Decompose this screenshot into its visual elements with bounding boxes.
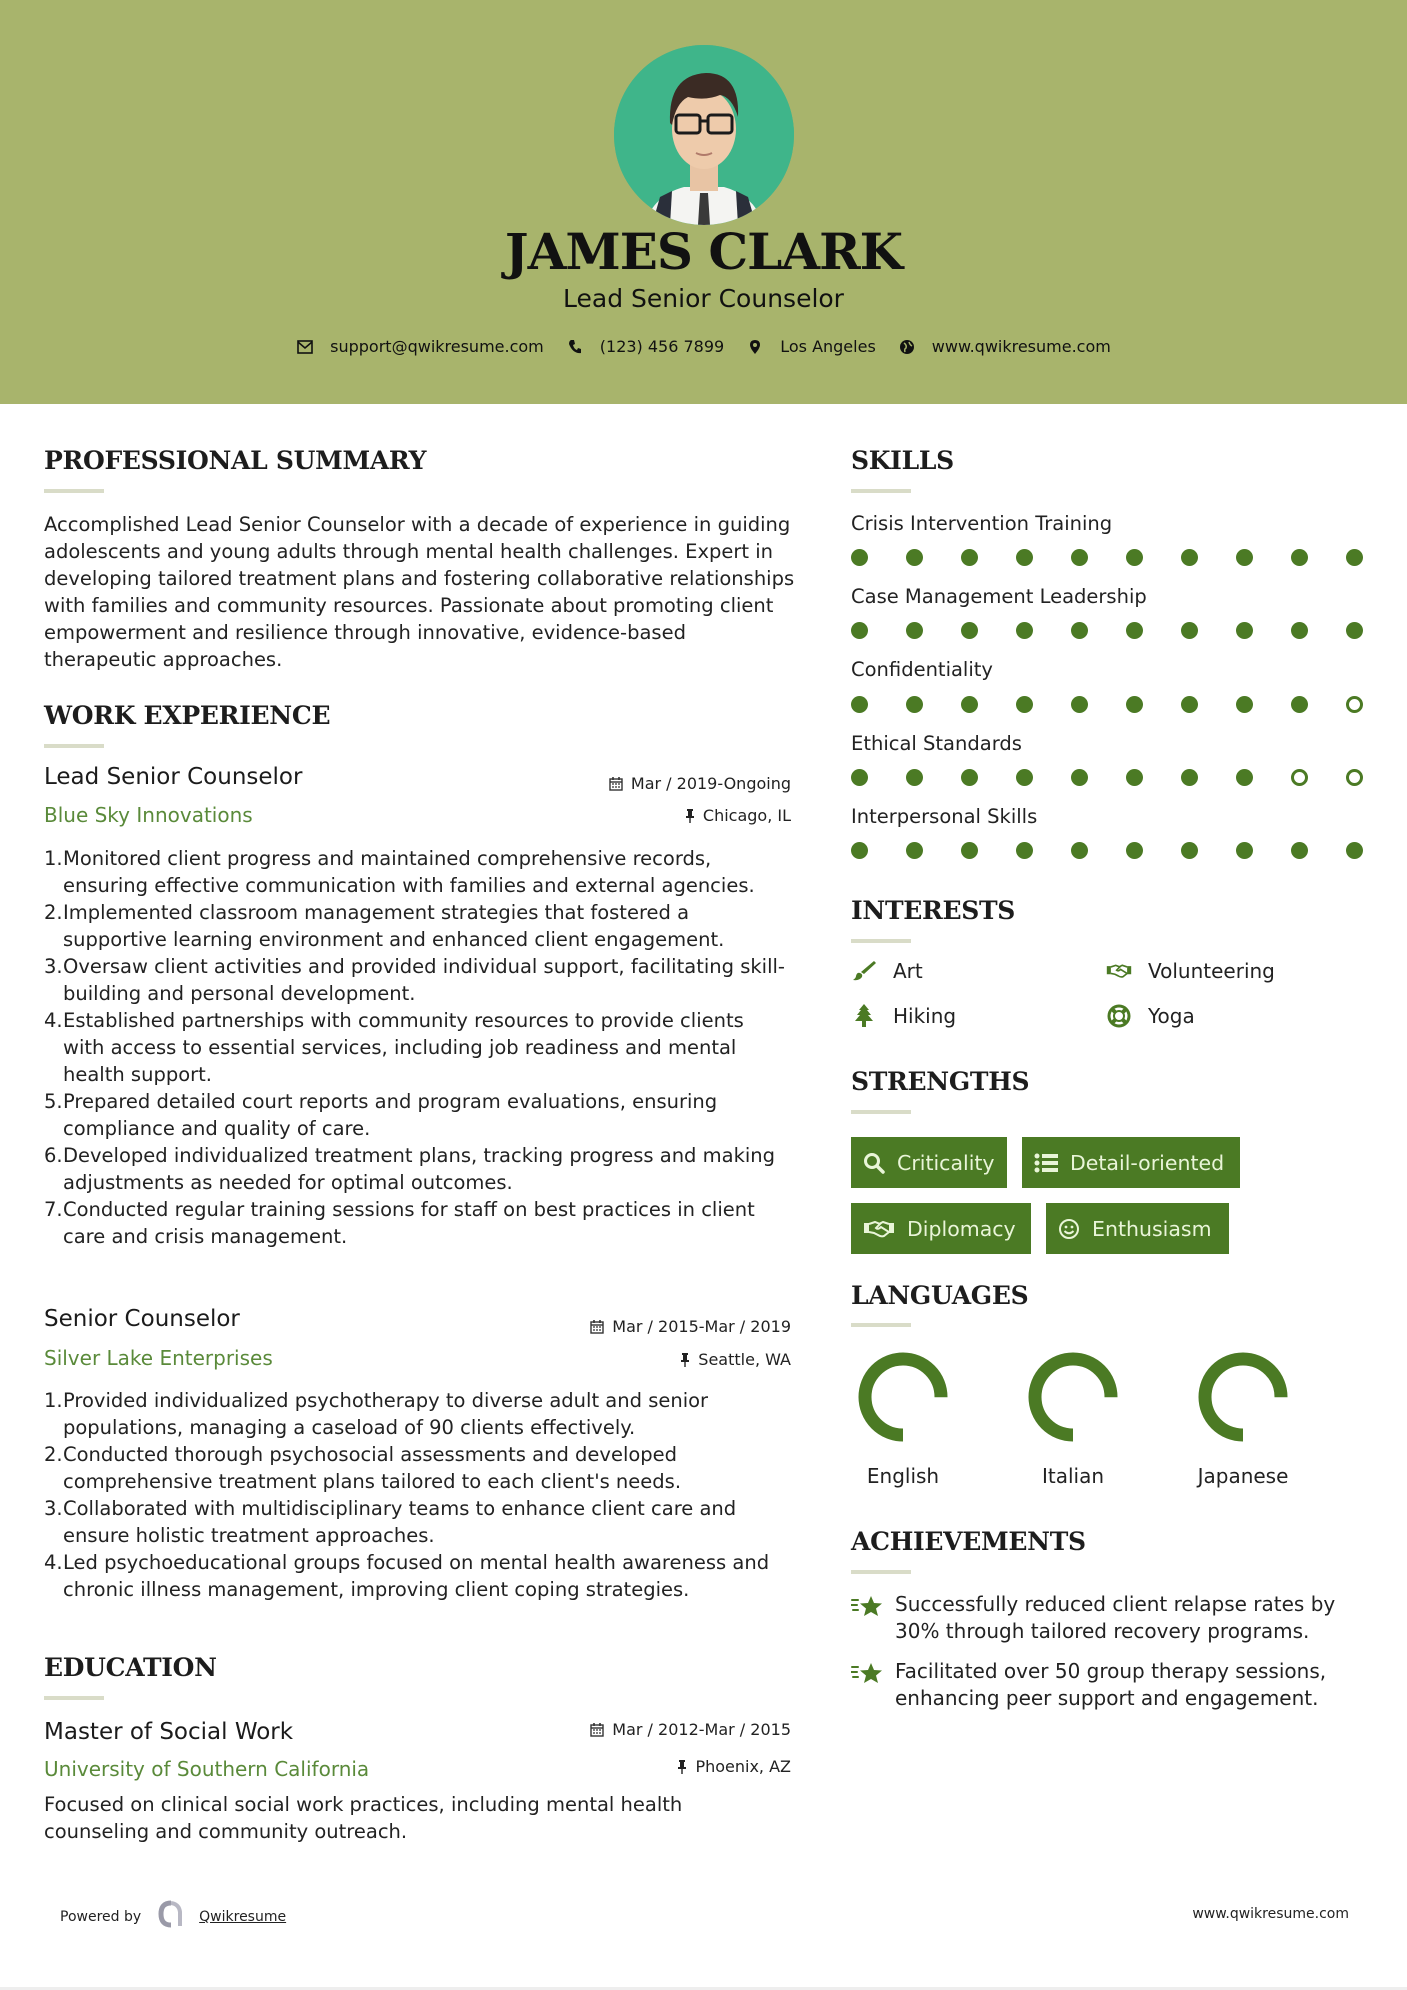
education-description: Focused on clinical social work practices, including mental health counseling and community outreach. <box>44 1793 683 1843</box>
calendar-icon <box>590 1722 604 1737</box>
filled-dot-icon <box>1071 549 1088 566</box>
filled-dot-icon <box>1071 696 1088 713</box>
location-text: Los Angeles <box>780 337 876 356</box>
skill-rating <box>851 769 1401 786</box>
filled-dot-icon <box>1236 549 1253 566</box>
qwikresume-logo-icon <box>157 1900 185 1934</box>
powered-by <box>60 1900 286 1934</box>
filled-dot-icon <box>1126 769 1143 786</box>
achievement-text: Facilitated over 50 group therapy sessions, enhancing peer support and engagement. <box>895 1659 1327 1710</box>
job-location <box>685 806 791 825</box>
filled-dot-icon <box>1071 622 1088 639</box>
envelope-icon <box>296 338 314 356</box>
globe-icon <box>898 338 916 356</box>
strength-badge <box>851 1203 1031 1254</box>
achievements-divider <box>851 1570 911 1574</box>
filled-dot-icon <box>1346 622 1363 639</box>
filled-dot-icon <box>1291 622 1308 639</box>
skills-divider <box>851 489 911 493</box>
pushpin-icon <box>680 1353 690 1367</box>
job-title: Lead Senior Counselor <box>44 764 303 790</box>
filled-dot-icon <box>1236 842 1253 859</box>
language-item <box>843 1352 963 1488</box>
experience-heading: WORK EXPERIENCE <box>44 701 331 730</box>
list-item: 7. Conducted regular training sessions for staff on best practices in client care and crisis management. <box>44 1198 755 1248</box>
language-progress-ring <box>1028 1352 1118 1442</box>
life-ring-icon <box>1106 1004 1132 1028</box>
language-item <box>1183 1352 1303 1488</box>
list-item: 4. Led psychoeducational groups focused on mental health awareness and chronic illness management, improving client coping strategies. <box>44 1551 770 1601</box>
shooting-star-icon <box>851 1658 895 1712</box>
education-heading: EDUCATION <box>44 1653 217 1682</box>
filled-dot-icon <box>1181 549 1198 566</box>
language-name: Japanese <box>1197 1464 1289 1488</box>
filled-dot-icon <box>1126 696 1143 713</box>
summary-divider <box>44 489 104 493</box>
company-name: Blue Sky Innovations <box>44 803 253 827</box>
list-item: 6. Developed individualized treatment plans, tracking progress and making adjustments as needed for optimal outcomes. <box>44 1144 776 1194</box>
achievement-item <box>851 1658 1371 1712</box>
candidate-name: JAMES CLARK <box>504 222 903 281</box>
list-item: 3. Oversaw client activities and provided individual support, facilitating skill-building and personal development. <box>44 955 785 1005</box>
filled-dot-icon <box>851 842 868 859</box>
education-divider <box>44 1696 104 1700</box>
strength-label: Diplomacy <box>907 1216 1016 1241</box>
filled-dot-icon <box>1236 696 1253 713</box>
filled-dot-icon <box>1016 842 1033 859</box>
contact-location <box>746 337 876 356</box>
list-icon <box>1034 1153 1058 1173</box>
powered-by-text: Powered by <box>60 1909 142 1925</box>
filled-dot-icon <box>1181 696 1198 713</box>
website-text: www.qwikresume.com <box>931 337 1111 356</box>
strengths-heading: STRENGTHS <box>851 1067 1030 1096</box>
empty-dot-icon <box>1346 696 1363 713</box>
resume-header <box>0 0 1407 404</box>
language-name: English <box>866 1464 940 1488</box>
contact-website[interactable] <box>898 337 1111 356</box>
candidate-title: Lead Senior Counselor <box>563 284 844 313</box>
handshake-icon <box>863 1219 895 1239</box>
job-responsibilities <box>44 845 789 1250</box>
interest-label: Yoga <box>1148 1004 1195 1028</box>
filled-dot-icon <box>1071 842 1088 859</box>
achievement-text: Successfully reduced client relapse rates by 30% through tailored recovery programs. <box>895 1592 1336 1643</box>
interests-divider <box>851 939 911 943</box>
filled-dot-icon <box>1236 769 1253 786</box>
skill-name: Case Management Leadership <box>851 585 1147 608</box>
filled-dot-icon <box>1291 842 1308 859</box>
filled-dot-icon <box>1346 842 1363 859</box>
skill-name: Confidentiality <box>851 658 993 681</box>
empty-dot-icon <box>1291 769 1308 786</box>
filled-dot-icon <box>961 549 978 566</box>
calendar-icon <box>609 776 623 791</box>
filled-dot-icon <box>1071 769 1088 786</box>
interest-label: Art <box>893 959 923 983</box>
shooting-star-icon <box>851 1591 895 1645</box>
achievement-item <box>851 1591 1371 1645</box>
search-icon <box>863 1152 885 1174</box>
phone-text: (123) 456 7899 <box>599 337 725 356</box>
language-item <box>1013 1352 1133 1488</box>
phone-icon <box>566 338 584 356</box>
job-location-text: Chicago, IL <box>702 806 791 825</box>
filled-dot-icon <box>1126 549 1143 566</box>
interest-item <box>851 959 923 983</box>
filled-dot-icon <box>1236 622 1253 639</box>
filled-dot-icon <box>906 842 923 859</box>
summary-text: Accomplished Lead Senior Counselor with a decade of experience in guiding adolescents and young adults through mental health challenges. Expert in developing tailored treatment plans and fostering collaborative relationships with families and community resources. Passionate about promoting client empowerment and resilience through innovative, evidence-based therapeutic approaches. <box>44 513 795 671</box>
filled-dot-icon <box>1346 549 1363 566</box>
job-dates <box>590 1317 791 1336</box>
email-text: support@qwikresume.com <box>330 337 544 356</box>
list-item: 4. Established partnerships with community resources to provide clients with access to essential services, including job readiness and mental health support. <box>44 1009 744 1086</box>
strength-label: Detail-oriented <box>1070 1150 1225 1175</box>
list-item: 2. Implemented classroom management strategies that fostered a supportive learning environment and enhanced client engagement. <box>44 901 725 951</box>
filled-dot-icon <box>1181 842 1198 859</box>
interest-item <box>1106 959 1275 983</box>
education-location <box>677 1757 791 1776</box>
avatar <box>614 45 794 225</box>
experience-divider <box>44 744 104 748</box>
job-location <box>680 1350 791 1369</box>
pushpin-icon <box>677 1760 687 1774</box>
interest-label: Volunteering <box>1148 959 1275 983</box>
language-progress-ring <box>858 1352 948 1442</box>
skill-rating <box>851 842 1401 859</box>
interest-item <box>851 1004 956 1028</box>
profile-photo-icon <box>614 45 794 225</box>
filled-dot-icon <box>1126 842 1143 859</box>
list-item: 2. Conducted thorough psychosocial assessments and developed comprehensive treatment plans tailored to each client's needs. <box>44 1443 682 1493</box>
filled-dot-icon <box>1126 622 1143 639</box>
strength-badge <box>1022 1137 1240 1188</box>
contact-bar <box>0 337 1407 356</box>
empty-dot-icon <box>1346 769 1363 786</box>
contact-email[interactable] <box>296 337 544 356</box>
filled-dot-icon <box>1016 549 1033 566</box>
education-dates-text: Mar / 2012-Mar / 2015 <box>612 1720 791 1739</box>
filled-dot-icon <box>1016 622 1033 639</box>
job-title: Senior Counselor <box>44 1306 240 1332</box>
job-responsibilities <box>44 1387 789 1603</box>
handshake-icon <box>1106 959 1132 983</box>
strengths-divider <box>851 1110 911 1114</box>
education-location-text: Phoenix, AZ <box>695 1757 791 1776</box>
language-name: Italian <box>1041 1464 1105 1488</box>
job-dates-text: Mar / 2015-Mar / 2019 <box>612 1317 791 1336</box>
degree-title: Master of Social Work <box>44 1719 294 1745</box>
smile-icon <box>1058 1218 1080 1240</box>
pushpin-icon <box>685 809 695 823</box>
job-dates <box>609 774 791 793</box>
filled-dot-icon <box>1291 696 1308 713</box>
job-location-text: Seattle, WA <box>698 1350 791 1369</box>
filled-dot-icon <box>906 549 923 566</box>
language-progress-ring <box>1198 1352 1288 1442</box>
skill-name: Crisis Intervention Training <box>851 512 1113 535</box>
filled-dot-icon <box>1291 549 1308 566</box>
filled-dot-icon <box>851 549 868 566</box>
skill-rating <box>851 696 1401 713</box>
skills-heading: SKILLS <box>851 446 954 475</box>
filled-dot-icon <box>1181 622 1198 639</box>
job-dates-text: Mar / 2019-Ongoing <box>630 774 791 793</box>
tree-icon <box>851 1004 877 1028</box>
list-item: 1. Monitored client progress and maintained comprehensive records, ensuring effective communication with families and external agencies. <box>44 847 755 897</box>
strength-label: Enthusiasm <box>1092 1216 1212 1241</box>
filled-dot-icon <box>851 696 868 713</box>
company-name: Silver Lake Enterprises <box>44 1346 273 1370</box>
map-marker-icon <box>746 338 764 356</box>
filled-dot-icon <box>906 769 923 786</box>
list-item: 3. Collaborated with multidisciplinary teams to enhance client care and ensure holistic treatment approaches. <box>44 1497 737 1547</box>
footer-website[interactable]: www.qwikresume.com <box>1192 1906 1349 1922</box>
filled-dot-icon <box>1016 696 1033 713</box>
filled-dot-icon <box>1016 769 1033 786</box>
filled-dot-icon <box>961 769 978 786</box>
filled-dot-icon <box>961 842 978 859</box>
summary-heading: PROFESSIONAL SUMMARY <box>44 446 427 475</box>
interest-item <box>1106 1004 1195 1028</box>
strength-label: Criticality <box>897 1150 995 1175</box>
filled-dot-icon <box>961 622 978 639</box>
filled-dot-icon <box>906 696 923 713</box>
languages-heading: LANGUAGES <box>851 1281 1029 1310</box>
strength-badge <box>851 1137 1007 1188</box>
interest-label: Hiking <box>893 1004 957 1028</box>
interests-heading: INTERESTS <box>851 896 1016 925</box>
school-name: University of Southern California <box>44 1757 370 1781</box>
calendar-icon <box>590 1319 604 1334</box>
list-item: 5. Prepared detailed court reports and program evaluations, ensuring compliance and quality of care. <box>44 1090 718 1140</box>
education-dates <box>590 1720 791 1739</box>
strength-badge <box>1046 1203 1229 1254</box>
skill-name: Ethical Standards <box>851 732 1022 755</box>
skill-rating <box>851 622 1401 639</box>
achievements-heading: ACHIEVEMENTS <box>851 1527 1086 1556</box>
skill-rating <box>851 549 1401 566</box>
filled-dot-icon <box>1181 769 1198 786</box>
qwikresume-link[interactable]: Qwikresume <box>199 1909 287 1925</box>
paintbrush-icon <box>851 959 877 983</box>
contact-phone[interactable] <box>566 337 724 356</box>
languages-divider <box>851 1323 911 1327</box>
filled-dot-icon <box>961 696 978 713</box>
filled-dot-icon <box>906 622 923 639</box>
filled-dot-icon <box>851 622 868 639</box>
skill-name: Interpersonal Skills <box>851 805 1038 828</box>
filled-dot-icon <box>851 769 868 786</box>
list-item: 1. Provided individualized psychotherapy to diverse adult and senior populations, managing a caseload of 90 clients effectively. <box>44 1389 709 1439</box>
